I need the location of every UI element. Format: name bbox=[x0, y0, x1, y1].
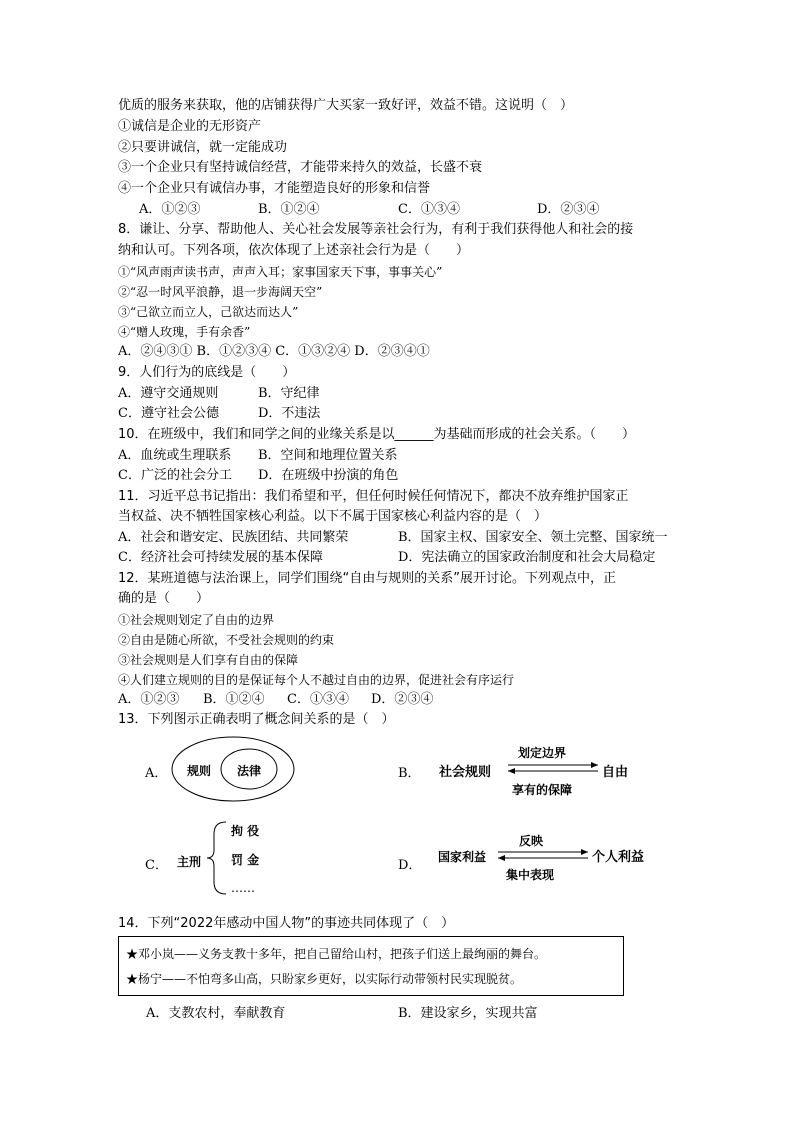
q7-option-b: B．①②④ bbox=[258, 202, 320, 217]
q13c-item-3: …… bbox=[231, 881, 255, 895]
q9-option-d: D．不违法 bbox=[258, 406, 321, 421]
q7-item-1: ①诚信是企业的无形资产 bbox=[118, 119, 262, 134]
q13b-right-label: 自由 bbox=[602, 765, 629, 780]
q12-item-1: ①社会规则划定了自由的边界 bbox=[118, 613, 275, 627]
q9-stem: 9．人们行为的底线是（ ） bbox=[118, 365, 296, 380]
q13c-item-1: 拘 役 bbox=[231, 824, 260, 838]
q14-stem: 14．下列“2022年感动中国人物”的事迹共同体现了（ ） bbox=[118, 916, 455, 931]
q8-item-3: ③“己欲立而立人，己欲达而达人” bbox=[118, 305, 299, 319]
q11-option-d: D．宪法确立的国家政治制度和社会大局稳定 bbox=[398, 550, 656, 565]
q13-option-a-letter: A． bbox=[145, 766, 168, 781]
q8-stem-line2: 纳和认可。下列各项，依次体现了上述亲社会行为是（ ） bbox=[118, 243, 470, 258]
q13c-label: 主刑 bbox=[177, 855, 202, 869]
q7-stem: 优质的服务来获取，他的店铺获得广大买家一致好评，效益不错。这说明（ ） bbox=[118, 98, 574, 113]
q8-item-4: ④“赠人玫瑰，手有余香” bbox=[118, 325, 251, 339]
q13b-left-label: 社会规则 bbox=[439, 765, 492, 780]
q10-option-a: A．血统或生理联系 bbox=[118, 448, 232, 463]
q10-option-c: C．广泛的社会分工 bbox=[118, 468, 232, 483]
q7-option-c: C．①③④ bbox=[398, 202, 460, 217]
q11-option-c: C．经济社会可持续发展的基本保障 bbox=[118, 550, 323, 565]
q7-option-d: D．②③④ bbox=[537, 202, 600, 217]
q8-stem-line1: 8．谦让、分享、帮助他人、关心社会发展等亲社会行为，有利于我们获得他人和社会的接 bbox=[118, 222, 634, 237]
q12-stem-line2: 确的是（ ） bbox=[118, 591, 210, 606]
q14-box-line-1: ★邓小岚——义务支教十多年，把自己留给山村，把孩子们送上最绚丽的舞台。 bbox=[126, 947, 547, 961]
q12-option-d: D．②③④ bbox=[371, 692, 434, 707]
q13a-outer-label: 规则 bbox=[187, 764, 212, 778]
q9-option-b: B．守纪律 bbox=[258, 386, 320, 401]
q13d-left-label: 国家利益 bbox=[438, 850, 487, 864]
q12-option-b: B．①②④ bbox=[203, 692, 265, 707]
q13c-brace bbox=[207, 822, 226, 894]
q11-stem-line1: 11．习近平总书记指出：我们希望和平，但任何时候任何情况下，都决不放弃维护国家正 bbox=[118, 489, 629, 504]
q14-quote-box bbox=[118, 936, 624, 996]
q13b-bottom-label: 享有的保障 bbox=[512, 783, 573, 797]
q12-item-4: ④人们建立规则的目的是保证每个人不越过自由的边界，促进社会有序运行 bbox=[118, 673, 515, 687]
q13-option-c-letter: C． bbox=[145, 858, 168, 873]
q8-item-1: ①“风声雨声读书声，声声入耳；家事国家天下事，事事关心” bbox=[118, 265, 443, 279]
q10-option-b: B．空间和地理位置关系 bbox=[258, 448, 398, 463]
q12-option-a: A．①②③ bbox=[118, 692, 180, 707]
q13d-top-label: 反映 bbox=[519, 834, 544, 848]
q14-box-line-2: ★杨宁——不怕弯多山高，只盼家乡更好，以实际行动带领村民实现脱贫。 bbox=[126, 972, 523, 986]
q7-option-a: A．①②③ bbox=[139, 202, 201, 217]
q12-item-3: ③社会规则是人们享有自由的保障 bbox=[118, 653, 299, 667]
q13b-top-label: 划定边界 bbox=[518, 746, 567, 760]
q13a-inner-label: 法律 bbox=[237, 764, 262, 778]
q13-option-b-letter: B． bbox=[398, 766, 421, 781]
q9-option-a: A．遵守交通规则 bbox=[118, 386, 219, 401]
q13d-right-label: 个人利益 bbox=[592, 850, 645, 865]
q10-stem: 10．在班级中，我们和同学之间的业缘关系是以______为基础而形成的社会关系。（ ） bbox=[118, 427, 636, 442]
q8-options: A．②④③① B．①②③④ C．①③②④ D．②③④① bbox=[118, 344, 430, 359]
q8-item-2: ②“忍一时风平浪静，退一步海阔天空” bbox=[118, 285, 323, 299]
q12-stem-line1: 12．某班道德与法治课上，同学们围绕“自由与规则的关系”展开讨论。下列观点中，正 bbox=[118, 571, 617, 586]
q7-item-4: ④一个企业只有诚信办事，才能塑造良好的形象和信誉 bbox=[118, 181, 431, 196]
q14-option-b: B．建设家乡，实现共富 bbox=[398, 1006, 538, 1021]
q10-option-d: D．在班级中扮演的角色 bbox=[258, 468, 399, 483]
q11-stem-line2: 当权益、决不牺牲国家核心利益。以下不属于国家核心利益内容的是（ ） bbox=[118, 509, 548, 524]
q13d-bottom-label: 集中表现 bbox=[506, 868, 555, 882]
q7-item-2: ②只要讲诚信，就一定能成功 bbox=[118, 140, 288, 155]
q9-option-c: C．遵守社会公德 bbox=[118, 406, 219, 421]
q7-item-3: ③一个企业只有坚持诚信经营，才能带来持久的效益，长盛不衰 bbox=[118, 160, 483, 175]
q12-option-c: C．①③④ bbox=[287, 692, 349, 707]
q13-option-d-letter: D． bbox=[398, 858, 422, 873]
q11-option-b: B．国家主权、国家安全、领土完整、国家统一 bbox=[398, 530, 668, 545]
q11-option-a: A．社会和谐安定、民族团结、共同繁荣 bbox=[118, 530, 349, 545]
q13-stem: 13．下列图示正确表明了概念间关系的是（ ） bbox=[118, 712, 395, 727]
q12-item-2: ②自由是随心所欲，不受社会规则的约束 bbox=[118, 633, 335, 647]
q14-option-a: A．支教农村，奉献教育 bbox=[146, 1006, 286, 1021]
q13c-item-2: 罚 金 bbox=[231, 853, 260, 867]
